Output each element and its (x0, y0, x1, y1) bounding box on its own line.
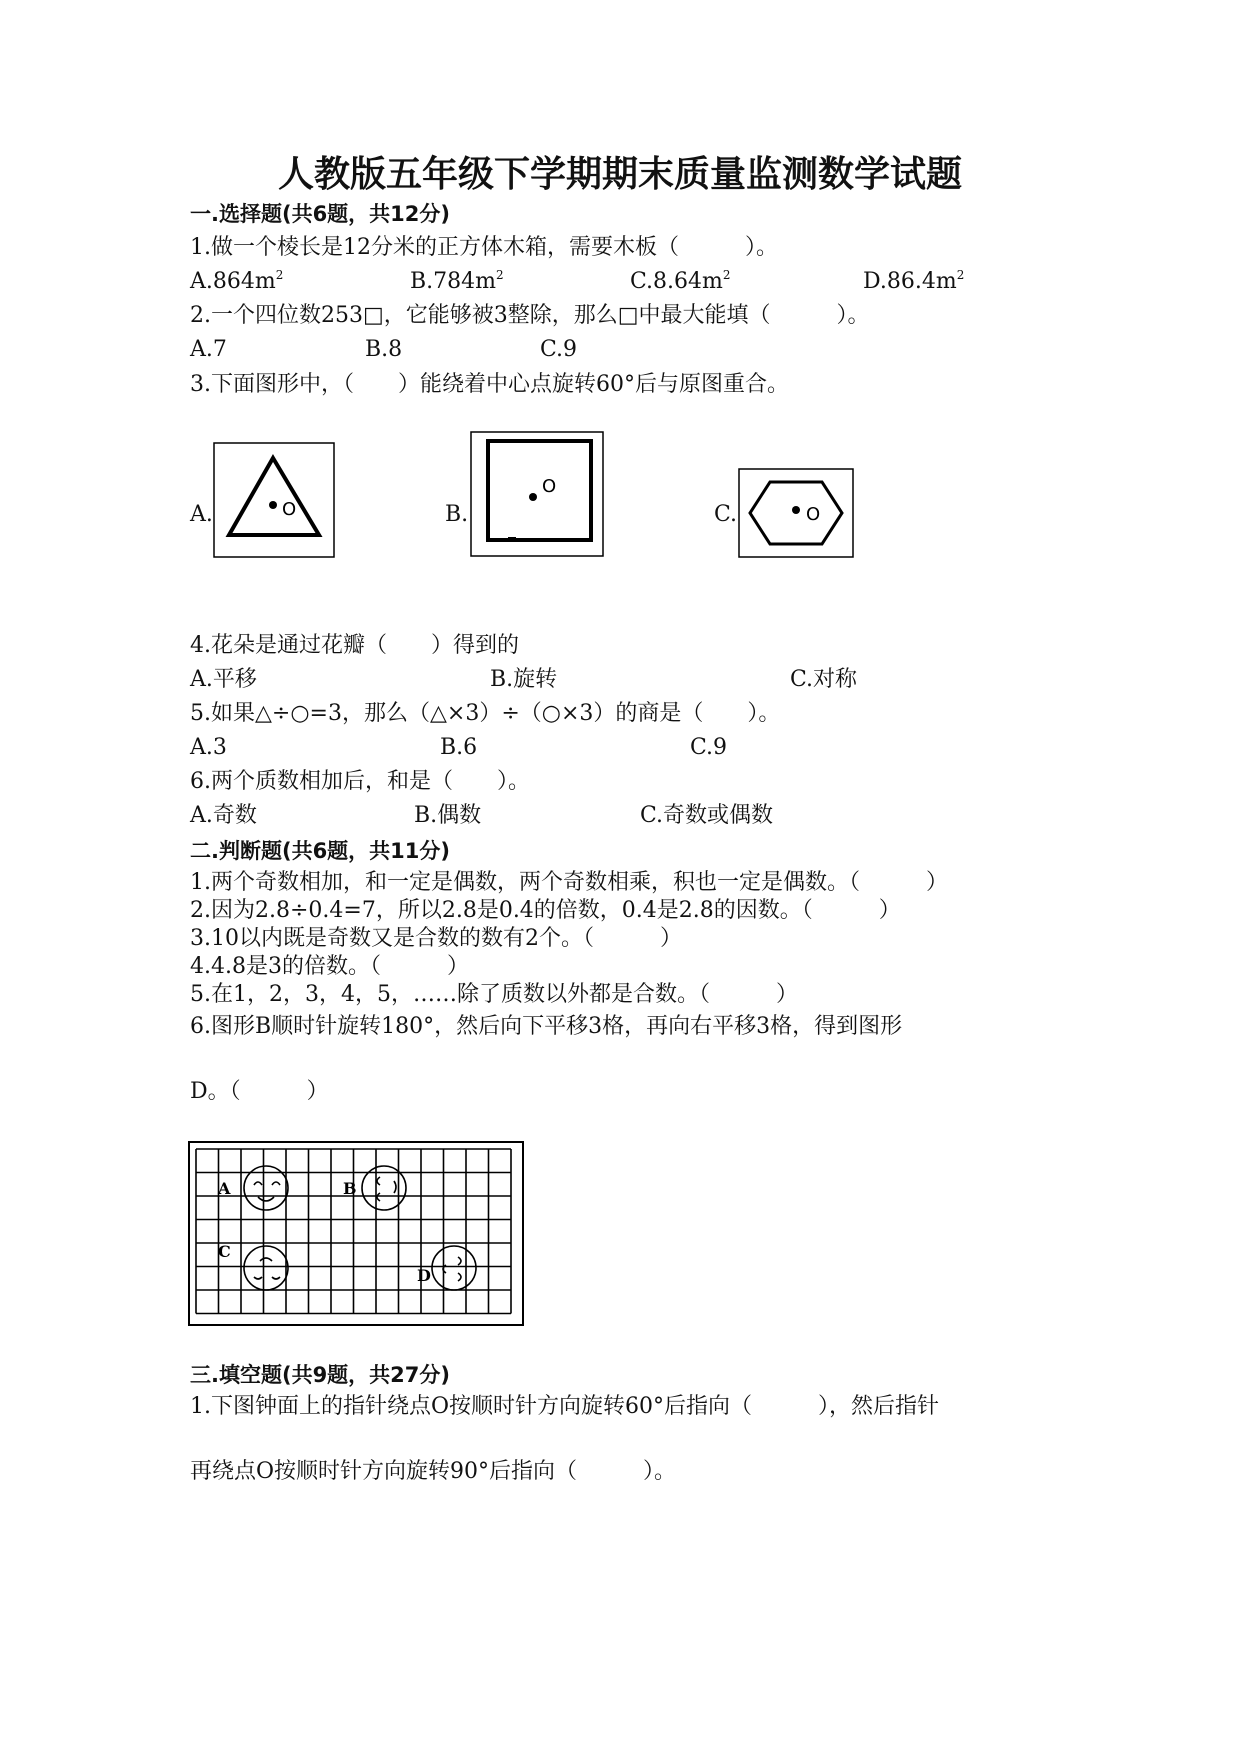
section-heading-fill: 三.填空题(共9题，共27分) (190, 1363, 451, 1387)
center-label: O (806, 504, 821, 525)
q6-option-c: C.奇数或偶数 (640, 803, 774, 828)
q2-option-b: B.8 (365, 337, 403, 362)
judgement-item-6: 6.图形B顺时针旋转180°，然后向下平移3格，再向右平移3格，得到图形 (190, 1014, 903, 1039)
question-1: 1.做一个棱长是12分米的正方体木箱，需要木板（ ）。 (190, 235, 778, 260)
page-title: 人教版五年级下学期期末质量监测数学试题 (277, 153, 962, 195)
judgement-item-1: 1.两个奇数相加，和一定是偶数，两个奇数相乘，积也一定是偶数。（ ） (190, 870, 948, 895)
q4-option-c: C.对称 (790, 667, 858, 692)
q1-option-a: $A.864m^2$ (190, 268, 284, 294)
q6-option-a: A.奇数 (190, 803, 257, 828)
judgement-item-2: 2.因为2.8÷0.4=7，所以2.8是0.4的倍数，0.4是2.8的因数。（ ） (190, 898, 901, 923)
fill-question-1-line-1: 1.下图钟面上的指针绕点O按顺时针方向旋转60°后指向（ ），然后指针 (190, 1394, 940, 1419)
grid-label-b: B (343, 1179, 357, 1198)
q2-option-a: A.7 (190, 337, 227, 362)
question-5: 5.如果△÷○=3，那么（△×3）÷（○×3）的商是（ ）。 (190, 701, 781, 726)
q6-option-b: B.偶数 (414, 803, 482, 828)
section-heading-judgement: 二.判断题(共6题，共11分) (190, 839, 451, 863)
fill-question-1-line-2: 再绕点O按顺时针方向旋转90°后指向（ ）。 (190, 1459, 677, 1484)
q3-option-c: C. (714, 502, 738, 527)
section-heading-choice: 一.选择题(共6题，共12分) (190, 202, 451, 226)
judgement-item-3: 3.10以内既是奇数又是合数的数有2个。（ ） (190, 926, 682, 951)
hexagon-figure (738, 468, 854, 558)
question-3: 3.下面图形中，（ ）能绕着中心点旋转60°后与原图重合。 (190, 372, 789, 397)
triangle-figure (213, 442, 335, 558)
judgement-item-4: 4.4.8是3的倍数。（ ） (190, 954, 469, 979)
q2-option-c: C.9 (540, 337, 578, 362)
question-2: 2.一个四位数253□，它能够被3整除，那么□中最大能填（ ）。 (190, 303, 870, 328)
q5-option-a: A.3 (190, 735, 227, 760)
rotation-grid-figure (188, 1141, 524, 1326)
q4-option-b: B.旋转 (490, 667, 558, 692)
judgement-item-6-cont: D。（ ） (190, 1079, 329, 1104)
square-figure (470, 431, 604, 557)
q1-option-d: $D.86.4m^2$ (863, 268, 965, 294)
q4-option-a: A.平移 (190, 667, 257, 692)
q3-option-a: A. (190, 502, 213, 527)
grid-label-c: C (218, 1242, 231, 1261)
q1-option-c: $C.8.64m^2$ (630, 268, 731, 294)
q5-option-b: B.6 (440, 735, 478, 760)
q3-option-b: B. (445, 502, 469, 527)
grid-label-a: A (218, 1179, 231, 1198)
center-label: O (542, 476, 557, 497)
q5-option-c: C.9 (690, 735, 728, 760)
grid-label-d: D (417, 1266, 431, 1285)
judgement-item-5: 5.在1，2，3，4，5，……除了质数以外都是合数。（ ） (190, 982, 798, 1007)
question-6: 6.两个质数相加后，和是（ ）。 (190, 769, 530, 794)
question-4: 4.花朵是通过花瓣（ ）得到的 (190, 633, 519, 658)
center-label: O (282, 499, 297, 520)
q1-option-b: $B.784m^2$ (410, 268, 504, 294)
